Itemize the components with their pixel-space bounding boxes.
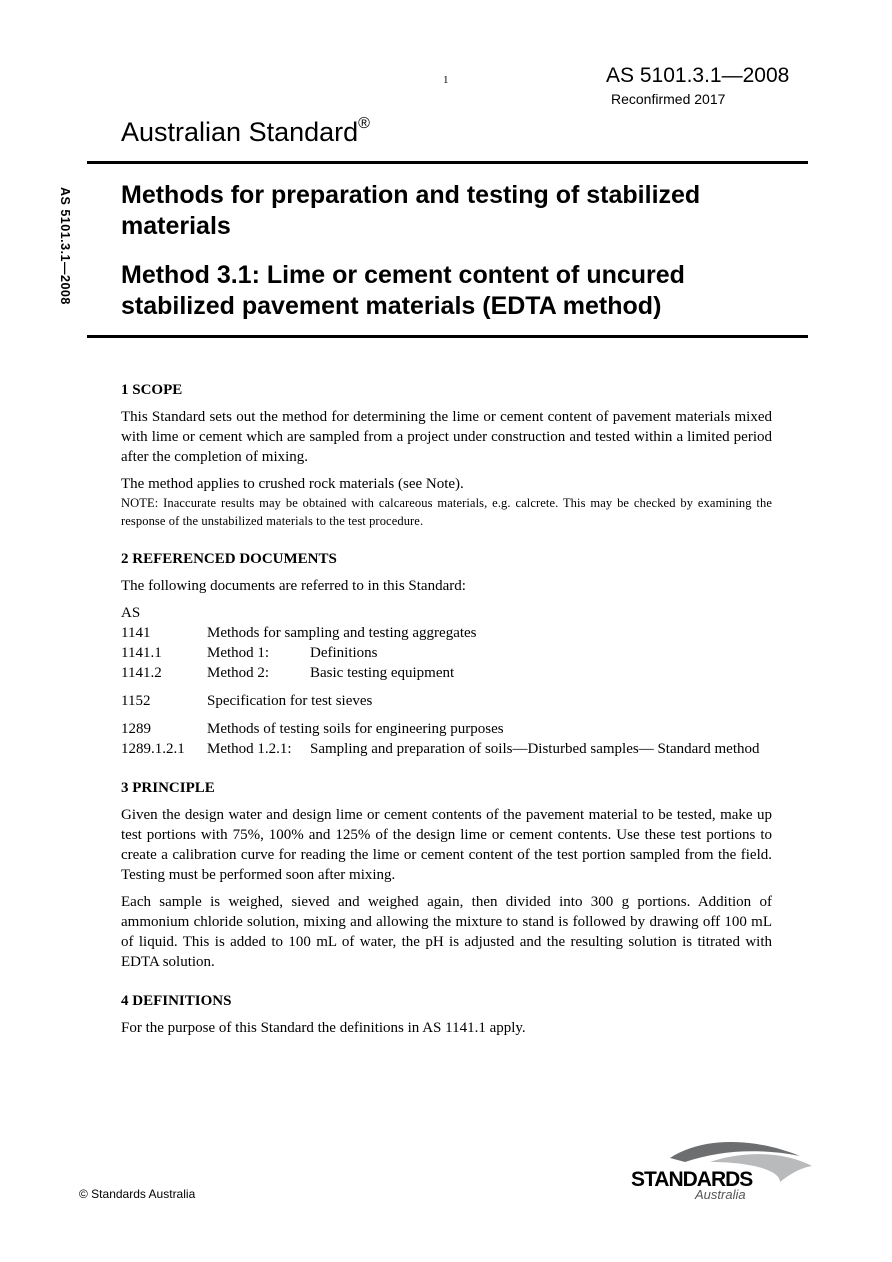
definitions-section	[121, 991, 772, 1038]
reference-code: 1141.2	[121, 665, 162, 681]
principle-heading: 3 PRINCIPLE	[121, 780, 215, 796]
reference-title: Basic testing equipment	[310, 665, 455, 681]
reference-code: 1141.1	[121, 645, 162, 661]
scope-applies-paragraph: The method applies to crushed rock materials (see Note).	[121, 476, 464, 492]
method-title: Method 3.1: Lime or cement content of uncured stabilized pavement materials (EDTA method)	[121, 261, 685, 320]
reference-row	[121, 739, 772, 759]
scope-paragraph: This Standard sets out the method for determining the lime or cement content of pavement materials mixed with lime or cement which are sampled from a project under construction and tested within a limited period after the completion of mixing.	[121, 409, 772, 465]
scope-note: NOTE: Inaccurate results may be obtained with calcareous materials, e.g. calcrete. This may be checked by examining the response of the unstabilized materials to the test procedure.	[121, 496, 772, 528]
reference-title: Methods for sampling and testing aggregates	[207, 625, 477, 641]
reference-series-row	[121, 603, 772, 623]
reference-row	[121, 711, 772, 739]
scope-section	[121, 380, 772, 530]
logo-subwordmark: Australia	[695, 1187, 746, 1202]
referenced-intro: The following documents are referred to in this Standard:	[121, 578, 466, 594]
definitions-paragraph: For the purpose of this Standard the definitions in AS 1141.1 apply.	[121, 1020, 526, 1036]
reference-title: Definitions	[310, 645, 378, 661]
document-body	[121, 380, 772, 1038]
reconfirmed-label: Reconfirmed 2017	[611, 91, 726, 107]
top-rule	[87, 161, 808, 164]
reference-method: Method 1.2.1:	[207, 741, 292, 757]
logo-wordmark: STANDARDS	[631, 1168, 753, 1191]
reference-method: Method 1:	[207, 645, 270, 661]
reference-table	[121, 603, 772, 759]
brand-text: Australian Standard	[121, 117, 359, 147]
reference-row	[121, 623, 772, 643]
reference-title: Methods of testing soils for engineering purposes	[207, 721, 504, 737]
reference-row	[121, 663, 772, 683]
referenced-documents-section	[121, 549, 772, 759]
principle-procedure-paragraph: Each sample is weighed, sieved and weighed again, then divided into 300 g portions. Addition of ammonium chloride solution, mixing and allowing the mixture to stand is followed by drawing off 100 mL of liquid. This is added to 100 mL of water, the pH is adjusted and the resulting solution is titrated with EDTA solution.	[121, 894, 772, 970]
standard-number: AS 5101.3.1—2008	[606, 64, 790, 87]
reference-method: Method 2:	[207, 665, 270, 681]
reference-row	[121, 683, 772, 711]
side-label: AS 5101.3.1—2008	[58, 187, 72, 305]
scope-heading: 1 SCOPE	[121, 382, 183, 398]
principle-paragraph: Given the design water and design lime or cement contents of the pavement material to be tested, make up test portions with 75%, 100% and 125% of the design lime or cement contents. Use these test portions to create a calibration curve for reading the lime or cement content of the test portion sampled from the field. Testing must be performed soon after mixing.	[121, 807, 772, 883]
registered-mark: ®	[358, 115, 370, 132]
reference-title: Sampling and preparation of soils—Disturbed samples— Standard method	[310, 741, 760, 757]
page-number: 1	[443, 74, 449, 86]
reference-code: 1141	[121, 625, 151, 641]
main-title: Methods for preparation and testing of stabilized materials	[121, 181, 701, 240]
principle-section	[121, 778, 772, 972]
series-label: AS	[121, 605, 141, 621]
reference-code: 1289.1.2.1	[121, 741, 185, 757]
reference-title: Specification for test sieves	[207, 693, 373, 709]
reference-row	[121, 643, 772, 663]
referenced-heading: 2 REFERENCED DOCUMENTS	[121, 551, 337, 567]
definitions-heading: 4 DEFINITIONS	[121, 993, 232, 1009]
reference-code: 1152	[121, 693, 151, 709]
brand-title	[121, 117, 370, 148]
reference-code: 1289	[121, 721, 151, 737]
copyright-notice: © Standards Australia	[79, 1187, 196, 1201]
bottom-rule	[87, 335, 808, 338]
